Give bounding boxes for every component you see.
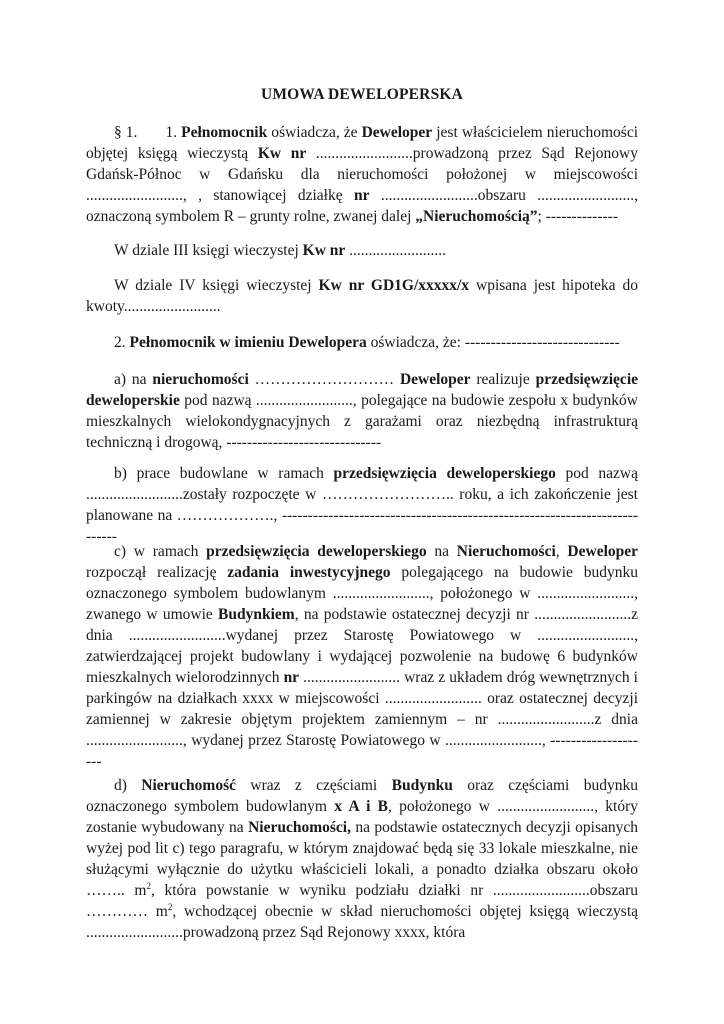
document-title: UMOWA DEWELOPERSKA: [260, 86, 464, 103]
point-d-property-and-building: d) Nieruchomość wraz z częściami Budynku oraz częściami budynku oznaczonego symbolem budowlanym x A i B, położonego w ........................., który zostanie wybudowany na Nieruchomości, na podstawie ostatecznych decyzji opisanych wyżej pod lit c) tego paragrafu, w którym znajdować będą się 33 lokale mieszkalne, nie służącymi wyłącznie do użytku właścicieli lokali, a ponadto działka obszaru około …….. $m^2$, która powstanie w wyniku podziału działki nr .........................obszaru ………… $m^2$, wchodzącej obecnie w skład nieruchomości objętej księgą wieczystą .........................prowadzoną przez Sąd Rejonowy xxxx, która: [86, 777, 638, 941]
paragraph-2-attorney-statement: 2. Pełnomocnik w imieniu Dewelopera oświadcza, że: ------------------------------: [114, 334, 620, 351]
point-a-development-project: a) na nieruchomości ……………………… Deweloper realizuje przedsięwzięcie deweloperskie pod nazwą ........................., polegające na budowie zespołu x budynków mieszkalnych wielokondygnacyjnych z garażami oraz niezbędną infrastrukturą techniczną i drogową, ------------------------------: [86, 371, 639, 451]
point-c-investment-task: c) w ramach przedsięwzięcia deweloperskiego na Nieruchomości, Deweloper rozpoczął realizację zadania inwestycyjnego polegającego na budowie budynku oznaczonego symbolem budowlanym ........................., położonego w ........................., zwanego w umowie Budynkiem, na podstawie ostatecznej decyzji nr .........................z dnia .........................wydanej przez Starostę Powiatowego w ........................., zatwierdzającej projekt budowlany i wydającej pozwolenie na budowę 6 budynków mieszkalnych wielorodzinnych nr ......................... wraz z układem dróg wewnętrznych i parkingów na działkach xxxx w miejscowości ......................... oraz ostatecznej decyzji zamiennej w zakresie objętym projektem zamiennym – nr .........................z dnia ........................., wydanej przez Starostę Powiatowego w ........................., --------------------: [86, 543, 639, 770]
paragraph-1-owner-statement: § 1. 1. Pełnomocnik oświadcza, że Deweloper jest właścicielem nieruchomości objętej księgą wieczystą Kw nr .........................prowadzoną przez Sąd Rejonowy Gdańsk-Północ w Gdańsku dla nieruchomości położonej w miejscowości ........................., , stanowiącej działkę nr .........................obszaru ........................., oznaczoną symbolem R – grunty rolne, zwanej dalej „Nieruchomością”; --------------: [86, 124, 639, 225]
point-b-construction-works: b) prace budowlane w ramach przedsięwzięcia deweloperskiego pod nazwą .........................zostały rozpoczęte w …………………….. roku, a ich zakończenie jest planowane na ………………., ---------------------------------------------------------------------------: [86, 465, 638, 545]
section-mark: § 1.: [114, 124, 138, 141]
paragraph-dzial-iii: W dziale III księgi wieczystej Kw nr .........................: [114, 242, 447, 259]
paragraph-dzial-iv-mortgage: W dziale IV księgi wieczystej Kw nr GD1G/xxxxx/x wpisana jest hipoteka do kwoty.........................: [86, 277, 638, 315]
